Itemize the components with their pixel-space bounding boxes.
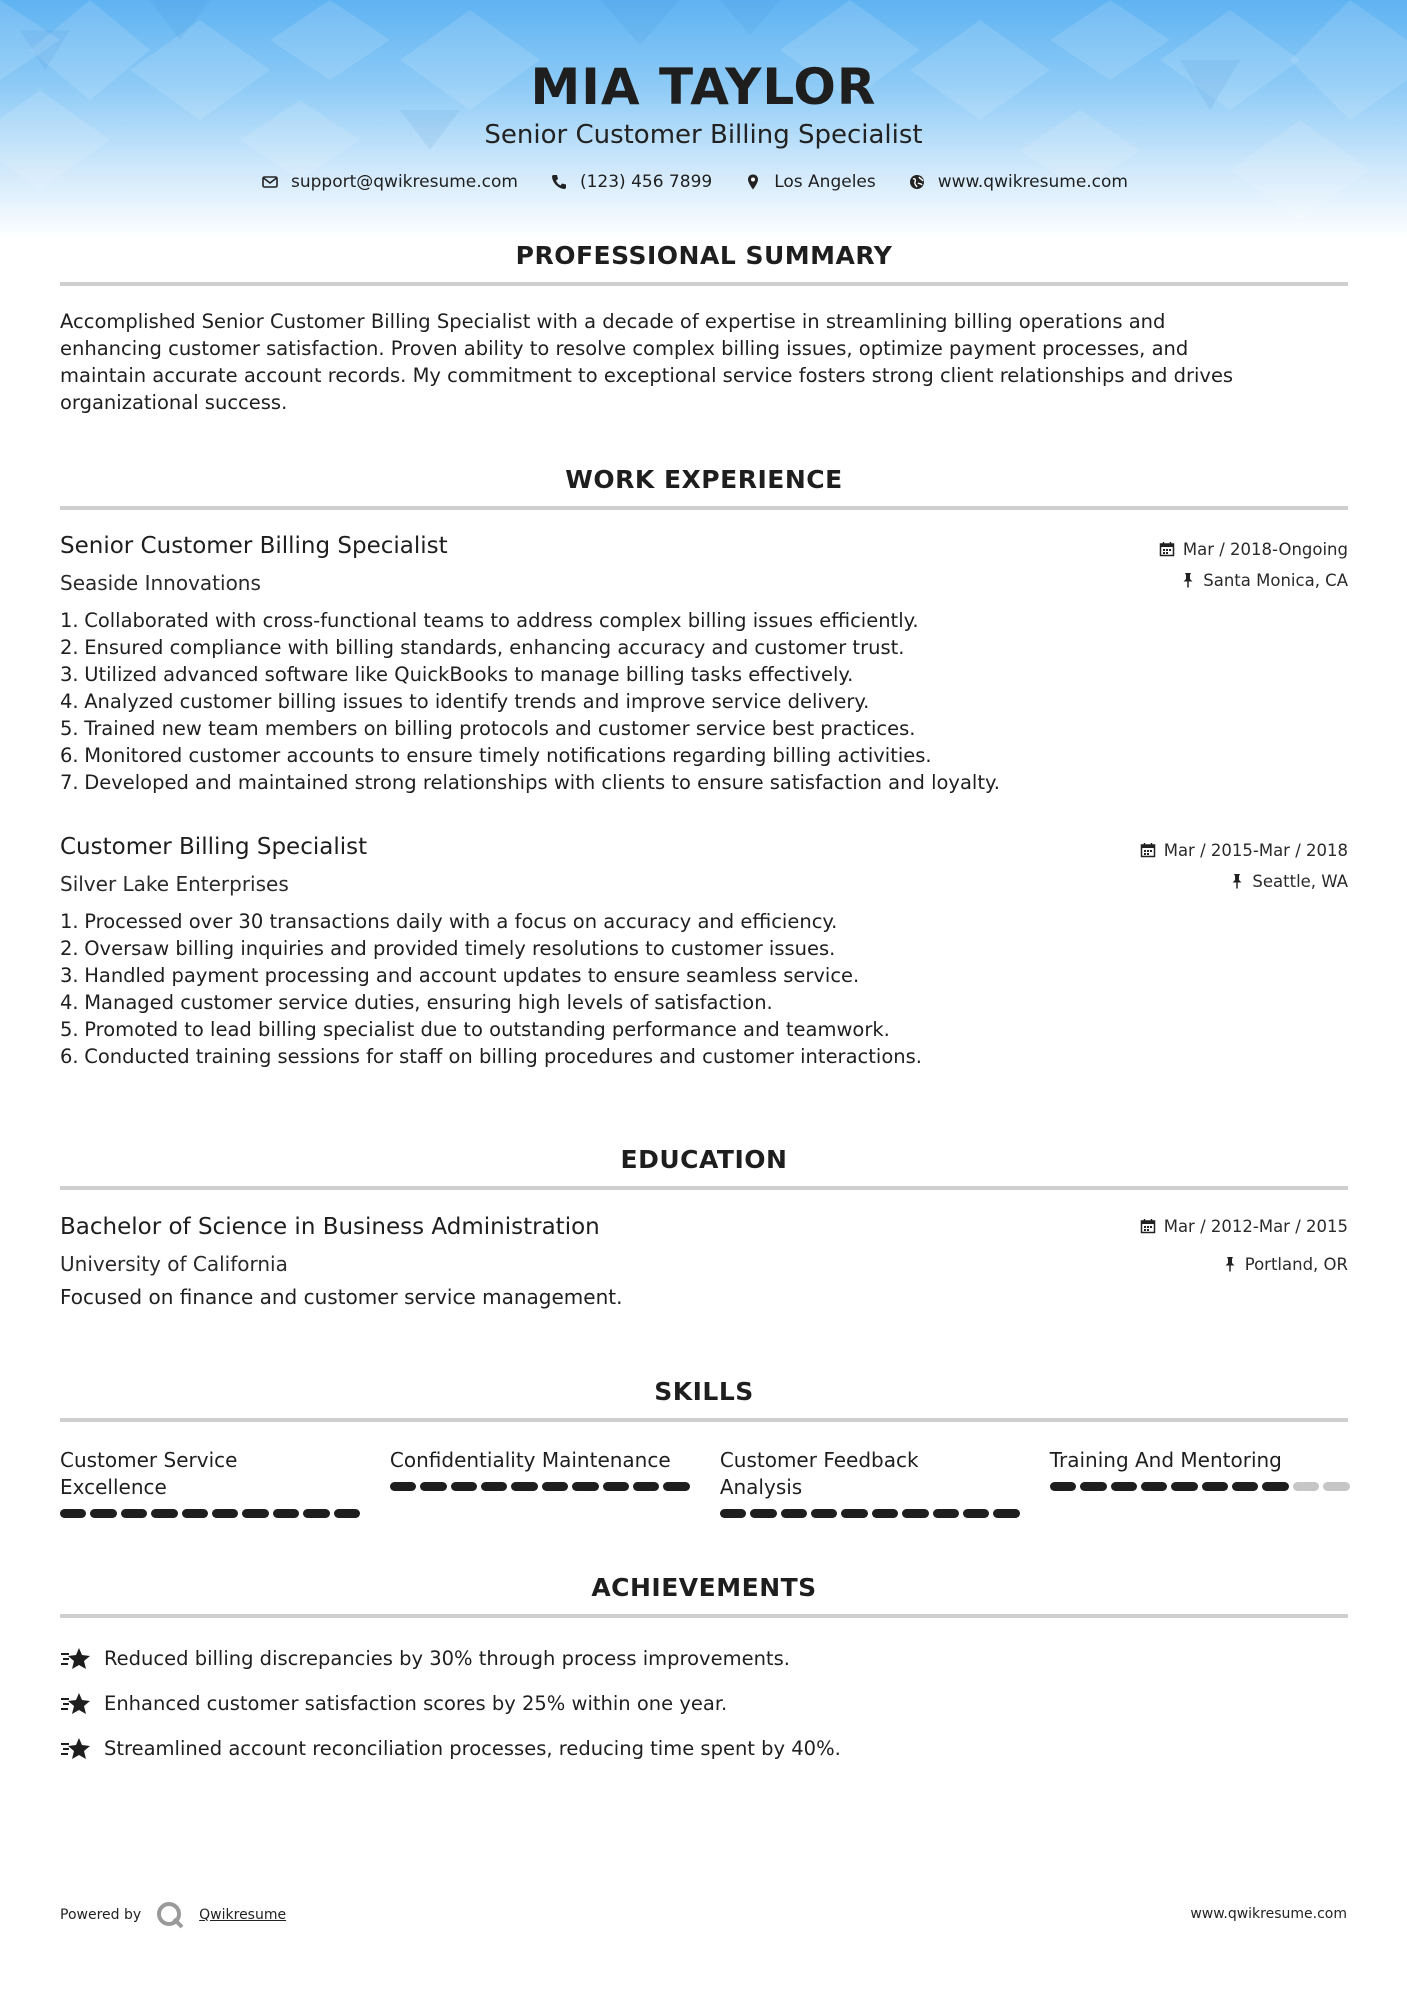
skill-level-segment [303, 1509, 329, 1518]
contact-location [744, 172, 876, 192]
summary-line: enhancing customer satisfaction. Proven ability to resolve complex billing issues, optimize payment processes, and [60, 337, 1189, 360]
list-item: 3. Handled payment processing and account updates to ensure seamless service. [60, 964, 860, 987]
calendar-icon [1140, 1218, 1156, 1234]
achievement-text: Streamlined account reconciliation processes, reducing time spent by 40%. [104, 1737, 841, 1760]
skill-level-segment [212, 1509, 238, 1518]
achievements-list [60, 1636, 1348, 1771]
skill-level-segment [242, 1509, 268, 1518]
job-company: Seaside Innovations [60, 571, 261, 595]
list-item: 5. Promoted to lead billing specialist due to outstanding performance and teamwork. [60, 1018, 890, 1041]
skill-name: Customer Feedback Analysis [719, 1448, 919, 1499]
powered-by-label: Powered by [60, 1907, 142, 1923]
skill-level-segment [273, 1509, 299, 1518]
skills-section [60, 1377, 1348, 1422]
education-meta [1140, 1216, 1348, 1274]
skill-level-segment [1141, 1482, 1167, 1491]
skill-level-segment [1262, 1482, 1288, 1491]
pushpin-icon [1230, 873, 1244, 889]
list-item: 3. Utilized advanced software like QuickBooks to manage billing tasks effectively. [60, 663, 854, 686]
skill-level-segment [1202, 1482, 1228, 1491]
achievement-text: Enhanced customer satisfaction scores by 25% within one year. [104, 1692, 728, 1715]
section-divider [60, 1418, 1348, 1422]
website-text: www.qwikresume.com [937, 172, 1128, 192]
job-bullets [60, 607, 1348, 796]
contact-bar [0, 172, 1407, 192]
skill-level-segment [390, 1482, 416, 1491]
achievement-item [60, 1636, 1348, 1681]
education-description: Focused on finance and customer service management. [60, 1285, 623, 1309]
list-item: 4. Analyzed customer billing issues to identify trends and improve service delivery. [60, 690, 870, 713]
list-item: 2. Ensured compliance with billing standards, enhancing accuracy and customer trust. [60, 636, 905, 659]
skill-level-segment [121, 1509, 147, 1518]
star-icon [60, 1690, 92, 1718]
achievements-section [60, 1573, 1348, 1618]
list-item: 5. Trained new team members on billing protocols and customer service best practices. [60, 717, 916, 740]
summary-line: maintain accurate account records. My commitment to exceptional service fosters strong client relationships and drives [60, 364, 1234, 387]
contact-website[interactable] [908, 172, 1128, 192]
qwikresume-logo-icon [155, 1900, 185, 1930]
skill-level-segment [902, 1509, 928, 1518]
skill-level-segment [633, 1482, 659, 1491]
job-meta [1159, 539, 1348, 590]
job-title: Customer Billing Specialist [60, 834, 368, 860]
footer-branding [60, 1900, 286, 1930]
skill-level-segment [750, 1509, 776, 1518]
globe-icon [908, 173, 926, 191]
skill-level-bar [1050, 1482, 1350, 1491]
skill-level-segment [781, 1509, 807, 1518]
list-item: 7. Developed and maintained strong relationships with clients to ensure satisfaction and loyalty. [60, 771, 1000, 794]
map-pin-icon [744, 173, 762, 191]
calendar-icon [1140, 842, 1156, 858]
pushpin-icon [1181, 572, 1195, 588]
achievement-item [60, 1681, 1348, 1726]
pushpin-icon [1223, 1256, 1237, 1272]
footer-website[interactable]: www.qwikresume.com [1190, 1906, 1347, 1922]
skill-item [390, 1447, 690, 1518]
skill-level-segment [60, 1509, 86, 1518]
skill-level-segment [451, 1482, 477, 1491]
qwikresume-link[interactable]: Qwikresume [199, 1907, 287, 1923]
achievement-text: Reduced billing discrepancies by 30% through process improvements. [104, 1647, 790, 1670]
skill-level-segment [511, 1482, 537, 1491]
job-location: Santa Monica, CA [1203, 570, 1348, 590]
skill-level-segment [841, 1509, 867, 1518]
skill-level-segment [334, 1509, 360, 1518]
skill-level-segment [663, 1482, 689, 1491]
contact-phone[interactable] [550, 172, 712, 192]
star-icon [60, 1735, 92, 1763]
candidate-name: MIA TAYLOR [530, 58, 877, 116]
job-title: Senior Customer Billing Specialist [60, 533, 448, 559]
section-heading: ACHIEVEMENTS [591, 1573, 817, 1602]
skill-level-segment [90, 1509, 116, 1518]
education-location: Portland, OR [1244, 1254, 1348, 1274]
skill-name: Confidentiality Maintenance [389, 1448, 671, 1472]
education-dates: Mar / 2012-Mar / 2015 [1163, 1216, 1348, 1236]
contact-email[interactable] [261, 172, 518, 192]
skill-item [60, 1447, 360, 1518]
skill-level-segment [1080, 1482, 1106, 1491]
summary-line: organizational success. [60, 391, 288, 414]
skill-level-segment [572, 1482, 598, 1491]
list-item: 1. Processed over 30 transactions daily with a focus on accuracy and efficiency. [60, 910, 838, 933]
job-entry [60, 834, 1348, 1070]
skill-item [1050, 1447, 1350, 1518]
email-text: support@qwikresume.com [291, 172, 518, 192]
skill-level-segment [963, 1509, 989, 1518]
skill-level-segment [151, 1509, 177, 1518]
envelope-icon [261, 173, 279, 191]
summary-line: Accomplished Senior Customer Billing Specialist with a decade of expertise in streamlining billing operations and [60, 310, 1166, 333]
skill-level-segment [420, 1482, 446, 1491]
skill-level-segment [1293, 1482, 1319, 1491]
section-divider [60, 282, 1348, 286]
skill-level-segment [720, 1509, 746, 1518]
list-item: 6. Conducted training sessions for staff on billing procedures and customer interactions. [60, 1045, 922, 1068]
section-divider [60, 1614, 1348, 1618]
skill-level-segment [1111, 1482, 1137, 1491]
job-dates: Mar / 2015-Mar / 2018 [1163, 840, 1348, 860]
skill-name: Training And Mentoring [1049, 1448, 1282, 1472]
section-divider [60, 1186, 1348, 1190]
skill-level-segment [993, 1509, 1019, 1518]
phone-icon [550, 173, 568, 191]
skills-grid [60, 1447, 1348, 1518]
achievement-item [60, 1726, 1348, 1771]
skill-level-segment [481, 1482, 507, 1491]
skill-level-bar [390, 1482, 690, 1491]
job-dates: Mar / 2018-Ongoing [1182, 539, 1348, 559]
skill-level-segment [1171, 1482, 1197, 1491]
calendar-icon [1159, 541, 1175, 557]
phone-text: (123) 456 7899 [579, 172, 713, 192]
skill-level-bar [720, 1509, 1020, 1518]
summary-text [60, 308, 1348, 416]
skill-level-segment [1323, 1482, 1349, 1491]
job-bullets [60, 908, 1348, 1070]
list-item: 2. Oversaw billing inquiries and provided timely resolutions to customer issues. [60, 937, 836, 960]
section-heading: EDUCATION [620, 1145, 788, 1174]
skill-level-segment [182, 1509, 208, 1518]
skill-level-bar [60, 1509, 360, 1518]
skill-level-segment [1232, 1482, 1258, 1491]
section-heading: PROFESSIONAL SUMMARY [515, 241, 893, 270]
experience-section [60, 465, 1348, 510]
job-meta [1140, 840, 1348, 891]
skill-level-segment [811, 1509, 837, 1518]
degree-title: Bachelor of Science in Business Administration [60, 1214, 600, 1240]
skill-level-segment [933, 1509, 959, 1518]
job-location: Seattle, WA [1252, 871, 1348, 891]
skill-level-segment [872, 1509, 898, 1518]
job-company: Silver Lake Enterprises [60, 872, 289, 896]
skill-level-segment [603, 1482, 629, 1491]
skill-level-segment [542, 1482, 568, 1491]
location-text: Los Angeles [774, 172, 876, 192]
candidate-title: Senior Customer Billing Specialist [484, 120, 923, 150]
section-heading: WORK EXPERIENCE [565, 465, 843, 494]
education-section [60, 1145, 1348, 1190]
summary-section [60, 241, 1348, 416]
section-divider [60, 506, 1348, 510]
list-item: 4. Managed customer service duties, ensuring high levels of satisfaction. [60, 991, 773, 1014]
section-heading: SKILLS [654, 1377, 754, 1406]
skill-level-segment [1050, 1482, 1076, 1491]
job-entry [60, 533, 1348, 796]
star-icon [60, 1645, 92, 1673]
school-name: University of California [60, 1252, 288, 1276]
skill-item [720, 1447, 1020, 1518]
list-item: 1. Collaborated with cross-functional teams to address complex billing issues efficiently. [60, 609, 919, 632]
skill-name: Customer Service Excellence [60, 1448, 238, 1499]
list-item: 6. Monitored customer accounts to ensure timely notifications regarding billing activities. [60, 744, 932, 767]
education-entry [60, 1214, 1348, 1311]
